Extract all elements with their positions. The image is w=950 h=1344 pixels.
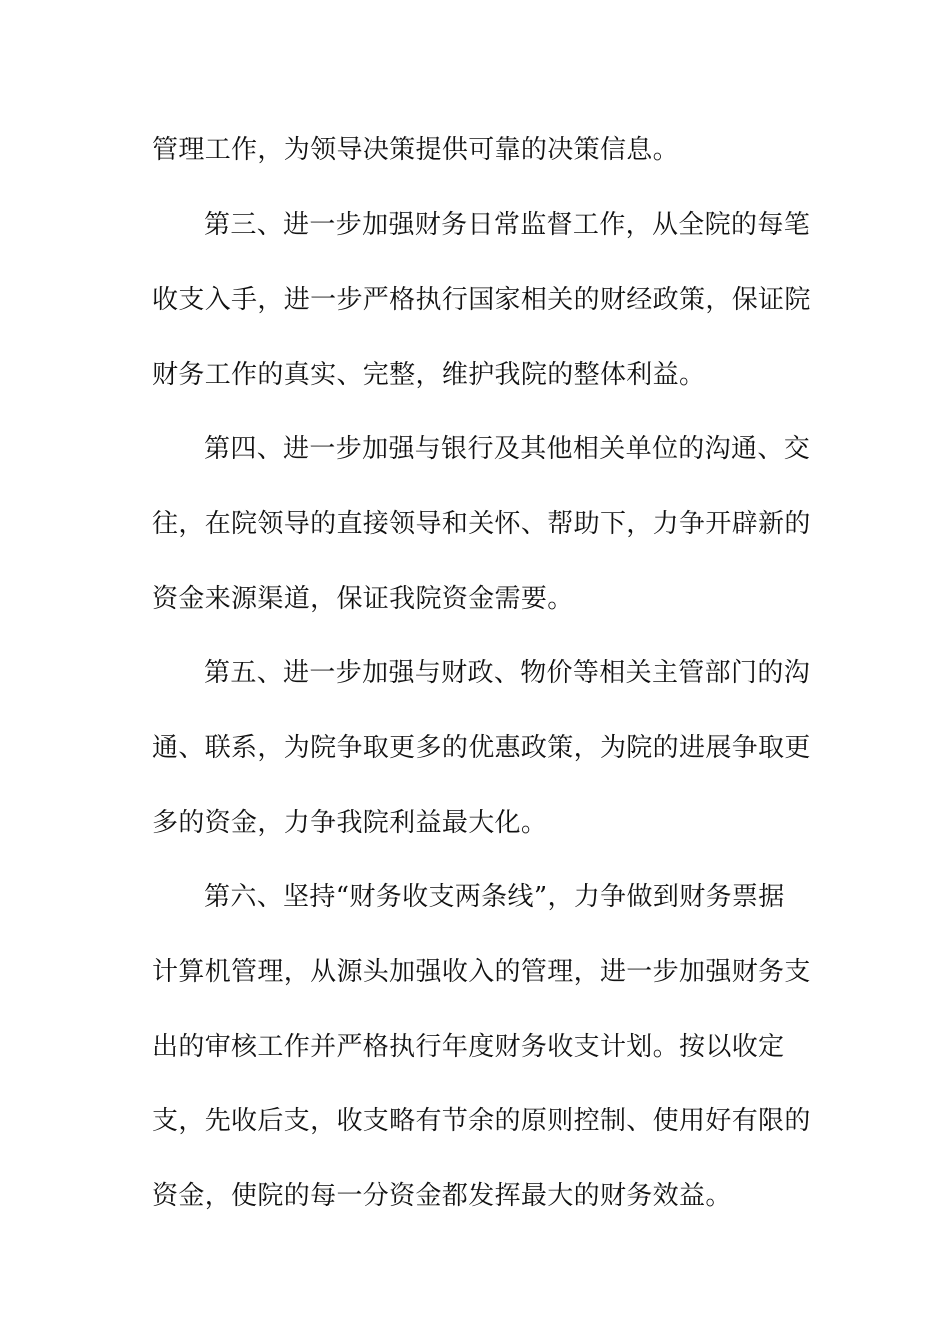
line-text: 往，在院领导的直接领导和关怀、帮助下，力争开辟新的 [152, 509, 811, 539]
text-line [0, 731, 950, 765]
text-line [0, 955, 950, 989]
paragraph-first-line [0, 208, 950, 242]
text-line [0, 283, 950, 317]
line-text: 计算机管理，从源头加强收入的管理，进一步加强财务支 [152, 957, 811, 987]
paragraph-first-line [0, 432, 950, 466]
text-line [0, 582, 950, 616]
text-line [0, 1179, 950, 1213]
paragraph-first-line [0, 656, 950, 690]
line-text: 资金来源渠道，保证我院资金需要。 [152, 584, 574, 614]
text-line [0, 1104, 950, 1138]
line-text: 第六、坚持“财务收支两条线”，力争做到财务票据 [204, 882, 785, 912]
line-text: 资金，使院的每一分资金都发挥最大的财务效益。 [152, 1181, 732, 1211]
line-text: 第四、进一步加强与银行及其他相关单位的沟通、交 [204, 434, 811, 464]
line-text: 管理工作，为领导决策提供可靠的决策信息。 [152, 135, 680, 165]
line-text: 收支入手，进一步严格执行国家相关的财经政策，保证院 [152, 285, 811, 315]
line-text: 财务工作的真实、完整，维护我院的整体利益。 [152, 360, 706, 390]
line-text: 支，先收后支，收支略有节余的原则控制、使用好有限的 [152, 1106, 811, 1136]
text-line [0, 358, 950, 392]
text-line [0, 133, 950, 167]
line-text: 多的资金，力争我院利益最大化。 [152, 808, 548, 838]
text-line [0, 1030, 950, 1064]
line-text: 出的审核工作并严格执行年度财务收支计划。按以收定 [152, 1032, 785, 1062]
text-line [0, 507, 950, 541]
paragraph-first-line [0, 880, 950, 914]
line-text: 通、联系，为院争取更多的优惠政策，为院的进展争取更 [152, 733, 811, 763]
text-line [0, 806, 950, 840]
line-text: 第五、进一步加强与财政、物价等相关主管部门的沟 [204, 658, 811, 688]
line-text: 第三、进一步加强财务日常监督工作，从全院的每笔 [204, 210, 811, 240]
